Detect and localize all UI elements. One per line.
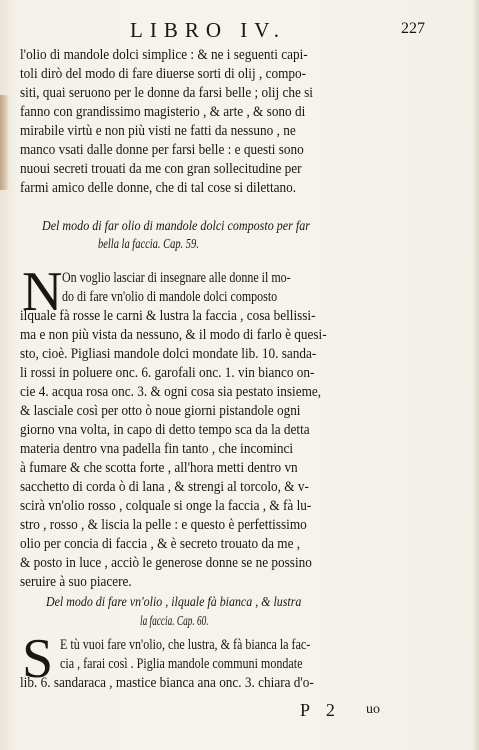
body-line: cia , farai così . Piglia mandole communi mondate xyxy=(60,656,303,672)
intro-line: l'olio di mandole dolci simplice : & ne i seguenti capi- xyxy=(20,47,308,63)
drop-cap: S xyxy=(22,628,54,690)
running-title: LIBRO IV. xyxy=(130,18,286,42)
signature-mark: P 2 xyxy=(300,700,341,720)
body-line: do di fare vn'olio di mandole dolci composto xyxy=(62,289,278,305)
body-line: seruire à suo piacere. xyxy=(20,574,132,590)
body-line: ilquale fà rosse le carni & lustra la faccia , cosa bellissi- xyxy=(20,308,316,324)
drop-cap: N xyxy=(22,261,63,323)
body-line: ma e non più vista da nessuno, & il modo di farlo è quesi- xyxy=(20,327,327,343)
body-line: stro , rosso , & liscia la pelle : e questo è perfettissimo xyxy=(20,517,307,533)
chapter-heading: la faccia. Cap. 60. xyxy=(140,613,209,628)
intro-line: mirabile virtù e non più visti ne fatti da nessuno , ne xyxy=(20,123,296,139)
intro-line: toli dirò del modo di fare diuerse sorti di olij , compo- xyxy=(20,66,307,82)
body-line: & posto in luce , acciò le generose donne se ne possino xyxy=(20,555,312,571)
body-line: lib. 6. sandaraca , mastice bianca ana onc. 3. chiara d'o- xyxy=(20,675,314,691)
intro-line: farmi amico delle donne, che di tal cose si dilettano. xyxy=(20,180,297,196)
body-line: à fumare & che scotta forte , all'hora metti dentro vn xyxy=(20,460,298,476)
body-line: E tù vuoi fare vn'olio, che lustra, & fà bianca la fac- xyxy=(60,637,311,653)
body-line: scirà vn'olio rosso , colquale si onge la faccia , & fà lu- xyxy=(20,498,312,514)
body-line: materia dentro vna padella fin tanto , che incominci xyxy=(20,441,294,457)
body-line: sacchetto di corda ò di lana , & strengi al torcolo, & v- xyxy=(20,479,309,495)
page-number: 227 xyxy=(401,20,425,37)
body-line: li rossi in poluere onc. 6. garofali onc. 1. vin bianco on- xyxy=(20,365,315,381)
chapter-heading: Del modo di fare vn'olio , ilquale fà bianca , & lustra xyxy=(46,594,302,609)
intro-line: siti, quai seruono per le donne da farsi belle ; olij che si xyxy=(20,85,313,101)
intro-line: fanno con grandissimo magisterio , & arte , & sono di xyxy=(20,104,306,120)
chapter-heading: bella la faccia. Cap. 59. xyxy=(98,236,199,251)
intro-line: nuoui secreti trouati da me con gran sollecitudine per xyxy=(20,161,302,177)
paper-stain xyxy=(0,95,9,190)
body-line: sto, cioè. Pigliasi mandole dolci mondate lib. 10. sanda- xyxy=(20,346,317,362)
chapter-heading: Del modo di far olio di mandole dolci composto per far xyxy=(42,218,310,233)
body-line: & lasciale così per otto ò noue giorni pistandole ogni xyxy=(20,403,301,419)
running-head xyxy=(0,18,479,44)
page-edge-shadow xyxy=(472,0,479,750)
body-line: olio per concia di faccia , & è secreto trouato da me , xyxy=(20,536,301,552)
body-line: On voglio lasciar di insegnare alle donne il mo- xyxy=(62,270,291,286)
body-line: cie 4. acqua rosa onc. 3. & ogni cosa sia pestato insieme, xyxy=(20,384,322,400)
catchword: uo xyxy=(366,702,380,717)
body-line: giorno vna volta, in capo di detto tempo sca da la detta xyxy=(20,422,310,438)
intro-line: manco vsati dalle donne per farsi belle : e questi sono xyxy=(20,142,304,158)
